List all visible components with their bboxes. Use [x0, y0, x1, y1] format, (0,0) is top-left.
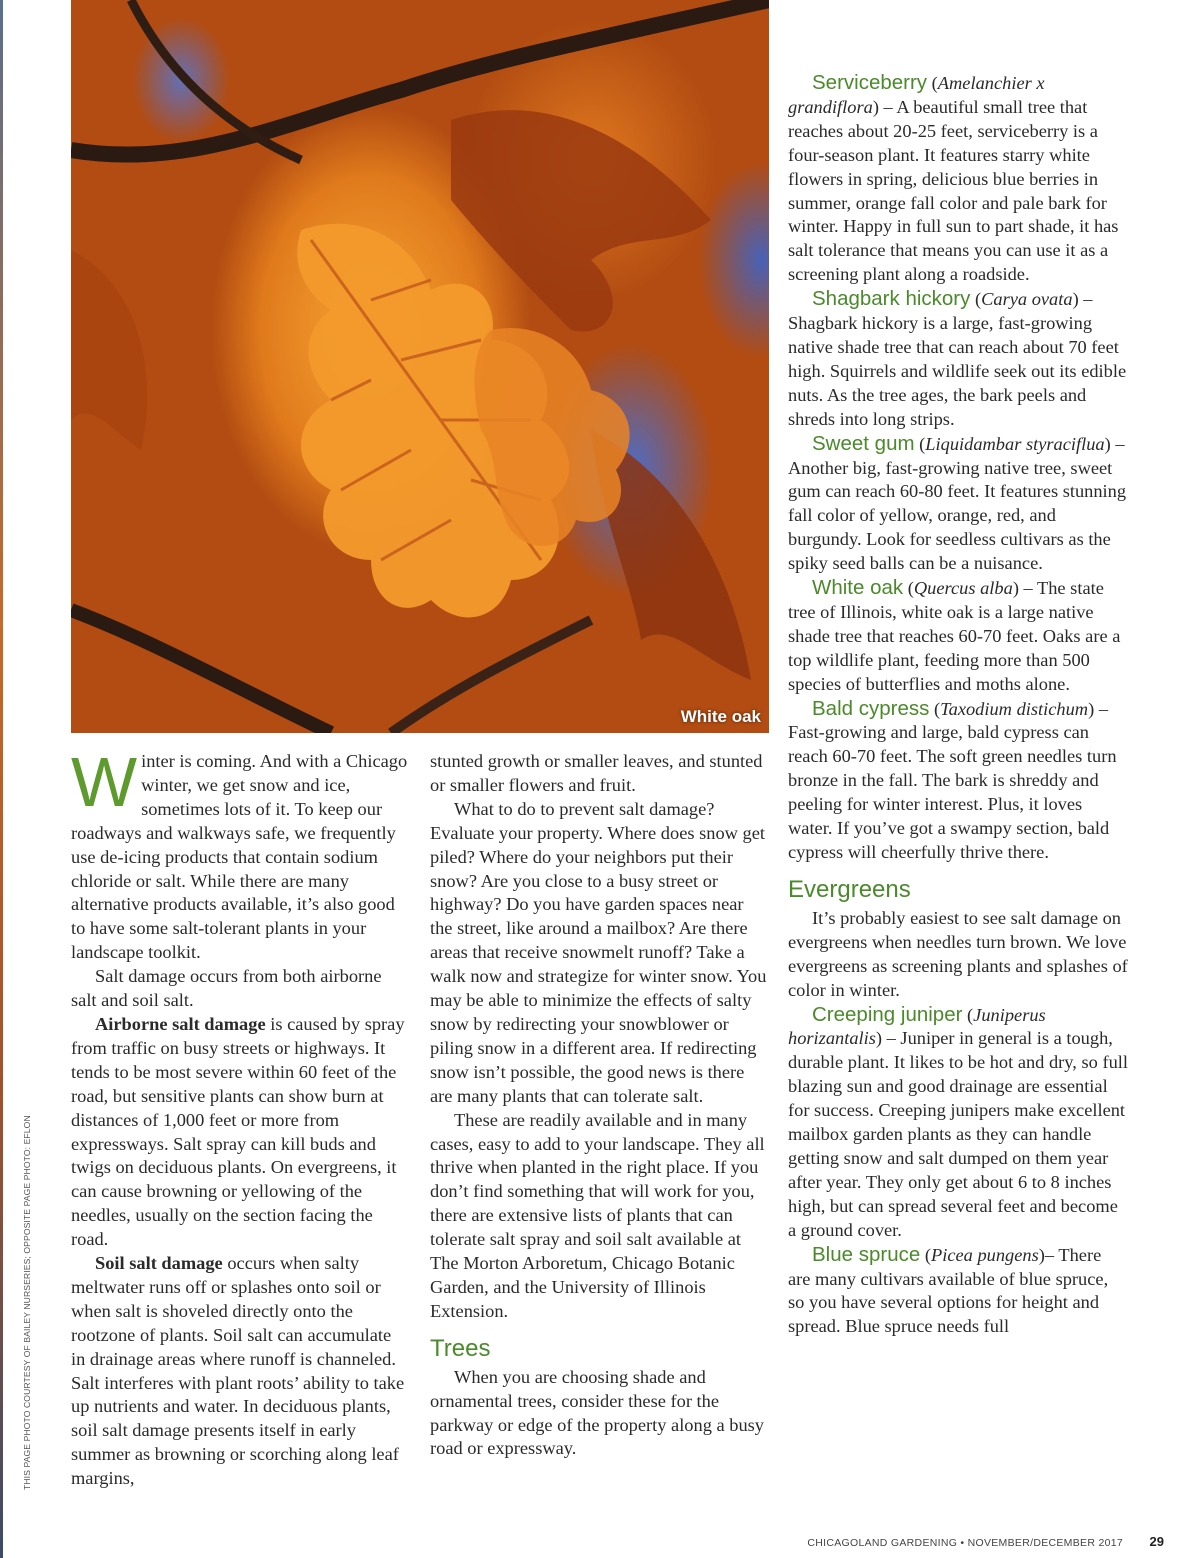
article-column-3: [788, 71, 1128, 1339]
photo-caption: White oak: [680, 707, 761, 726]
plant-entry-shagbark-hickory: Shagbark hickory (Carya ovata) – Shagbark hickory is a large, fast-growing native shade tree that can reach about 70 feet high. Squirrels and wildlife seek out its edible nuts. As the tree ages, the bark peels and shreds into long strips.: [788, 287, 1127, 429]
airborne-salt-paragraph: Airborne salt damage is caused by spray from traffic on busy streets or highways. It tends to be most severe within 60 feet of the road, but sensitive plants can show burn at distances of 1,000 feet or more from expressways. Salt spray can kill buds and twigs on deciduous plants. On evergreens, it can cause browning or yellowing of the needles, usually on the section facing the road.: [71, 1013, 405, 1250]
photo-credit: THIS PAGE PHOTO COURTESY OF BAILEY NURSERIES; OPPOSITE PAGE PHOTO: EFLON: [22, 1115, 32, 1490]
plant-entry-sweet-gum: Sweet gum (Liquidambar styraciflua) – Another big, fast-growing native tree, sweet gum can reach 60-80 feet. It features stunning fall color of yellow, orange, red, and burgundy. Look for seedless cultivars as the spiky seed balls can be a nuisance.: [788, 431, 1127, 574]
resources-paragraph: These are readily available and in many cases, easy to add to your landscape. They all thrive when planted in the right place. If you don’t find something that will work for you, there are extensive lists of plants that can tolerate salt spray and soil salt available at The Morton Arboretum, Chicago Botanic Garden, and the University of Illinois Extension.: [430, 1109, 765, 1321]
scientific-name: Amelanchier x grandiflora: [788, 73, 1045, 117]
evergreens-intro-paragraph: It’s probably easiest to see salt damage on evergreens when needles turn brown. We love evergreens as screening plants and splashes of color in winter.: [788, 907, 1128, 1000]
white-oak-photo: [71, 0, 769, 733]
plant-entry-blue-spruce: Blue spruce (Picea pungens)– There are many cultivars available of blue spruce, so you have several options for height and spread. Blue spruce needs full: [788, 1242, 1109, 1337]
soil-salt-paragraph: Soil salt damage occurs when salty meltwater runs off or splashes onto soil or when salt is shoveled directly onto the rootzone of plants. Soil salt can accumulate in drainage areas where runoff is channeled. Salt interferes with plant roots’ ability to take up nutrients and water. In deciduous plants, soil salt damage presents itself in early summer as browning or scorching along leaf margins,: [71, 1253, 405, 1489]
plant-name: Sweet gum: [812, 431, 915, 455]
trees-intro-paragraph: When you are choosing shade and ornamental trees, consider these for the parkway or edge of the property along a busy road or expressway.: [430, 1366, 764, 1459]
trees-heading: Trees: [430, 1334, 491, 1362]
scientific-name: Carya ovata: [981, 289, 1073, 310]
scientific-name: Liquidambar styraciflua: [925, 433, 1105, 454]
page-number: 29: [1149, 1534, 1164, 1549]
plant-entry-serviceberry: Serviceberry (Amelanchier x grandiflora) – A beautiful small tree that reaches about 20-25 feet, serviceberry is a four-season plant. It features starry white flowers in spring, delicious blue berries in summer, orange fall color and pale bark for winter. Happy in full sun to part shade, it has salt tolerance that means you can use it as a screening plant along a roadside.: [788, 71, 1119, 285]
running-footer: CHICAGOLAND GARDENING • NOVEMBER/DECEMBER 2017: [807, 1537, 1123, 1549]
plant-name: Blue spruce: [812, 1242, 921, 1266]
plant-name: Bald cypress: [812, 696, 930, 720]
soil-salt-lead: Soil salt damage: [95, 1253, 223, 1274]
evergreens-heading: Evergreens: [788, 875, 911, 903]
continuation-paragraph: stunted growth or smaller leaves, and stunted or smaller flowers and fruit.: [430, 751, 763, 795]
plant-entry-white-oak: White oak (Quercus alba) – The state tree of Illinois, white oak is a large native shade tree that reaches 60-70 feet. Oaks are a top wildlife plant, feeding more than 500 species of butterflies and moths alone.: [788, 576, 1121, 694]
plant-name: Creeping juniper: [812, 1002, 963, 1026]
plant-name: Shagbark hickory: [812, 287, 971, 311]
prevention-paragraph: What to do to prevent salt damage? Evaluate your property. Where does snow get piled? Where do your neighbors put their snow? Are you close to a busy street or highway? Do you have garden spaces near the street, like around a mailbox? Are there areas that receive snowmelt runoff? Take a walk now and strategize for winter snow. You may be able to minimize the effects of salty snow by redirecting your snowblower or piling snow in a different area. If redirecting snow isn’t possible, the good news is there are many plants that can tolerate salt.: [430, 798, 767, 1106]
scientific-name: Taxodium distichum: [940, 698, 1089, 719]
plant-entry-bald-cypress: Bald cypress (Taxodium distichum) – Fast-growing and large, bald cypress can reach 60-70 feet. The soft green needles turn bronze in the fall. The bark is shreddy and peeling for winter interest. Plus, it loves water. If you’ve got a swampy section, bald cypress will cheerfully thrive there.: [788, 696, 1117, 862]
airborne-salt-lead: Airborne salt damage: [95, 1013, 266, 1034]
plant-entry-creeping-juniper: Creeping juniper (Juniperus horizantalis) – Juniper in general is a tough, durable plant. It likes to be hot and dry, so full blazing sun and good drainage are essential for success. Creeping junipers make excellent mailbox garden plants as they can handle getting snow and salt dumped on them year after year. They only get about 6 to 8 inches high, but can spread several feet and become a ground cover.: [788, 1002, 1128, 1240]
plant-name: Serviceberry: [812, 71, 928, 94]
article-column-2: [430, 750, 770, 1461]
intro-paragraph: Winter is coming. And with a Chicago winter, we get snow and ice, sometimes lots of it. To keep our roadways and walkways safe, we frequently use de-icing products that contain sodium chloride or salt. While there are many alternative products available, it’s also good to have some salt-tolerant plants in your landscape toolkit.: [71, 743, 408, 963]
scientific-name: Quercus alba: [913, 578, 1013, 599]
page-edge-strip: [0, 0, 3, 1558]
drop-cap: W: [71, 743, 138, 821]
plant-name: White oak: [812, 576, 904, 600]
salt-damage-paragraph: Salt damage occurs from both airborne salt and soil salt.: [71, 966, 382, 1011]
scientific-name: Juniperus horizantalis: [788, 1004, 1046, 1049]
article-column-1: [71, 743, 408, 1491]
leaf-illustration: [71, 0, 769, 733]
scientific-name: Picea pungens: [931, 1244, 1039, 1265]
